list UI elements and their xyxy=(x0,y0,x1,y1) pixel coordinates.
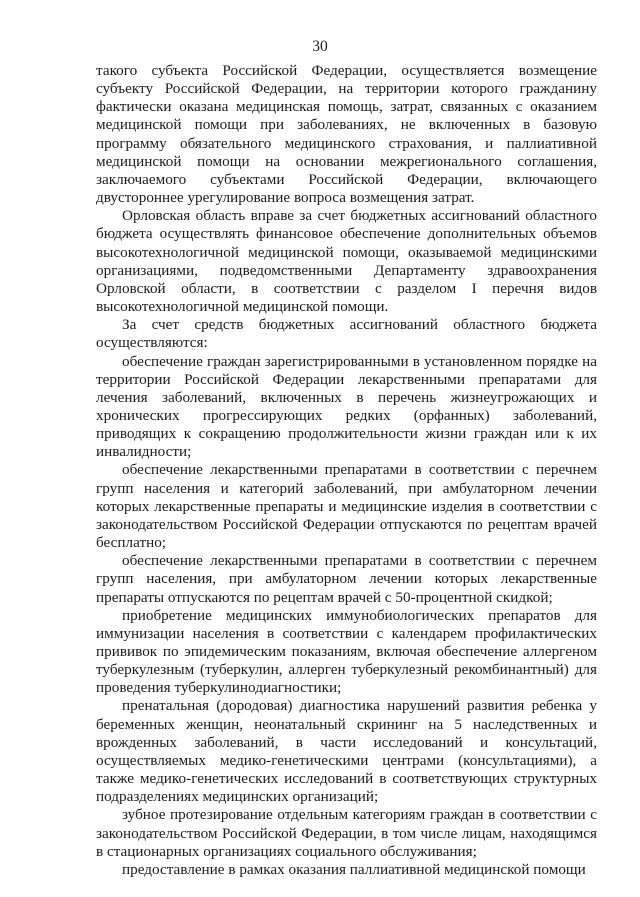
paragraph-continuation: такого субъекта Российской Федерации, осуществляется возмещение субъекту Российской Федерации, на территории которого гражданину фактически оказана медицинская помощь, затрат, связанных с оказанием медицинской помощи при заболеваниях, не включенных в базовую программу обязательного медицинского страхования, и паллиативной медицинской помощи на основании межрегионального соглашения, заключаемого субъектами Российской Федерации, включающего двустороннее урегулирование вопроса возмещения затрат. xyxy=(96,62,597,207)
body-text xyxy=(96,62,597,879)
list-item-prenatal-diagnostics: пренатальная (дородовая) диагностика нарушений развития ребенка у беременных женщин, неонатальный скрининг на 5 наследственных и врожденных заболеваний, в части исследований и консультаций, осуществляемых медико-генетическими центрами (консультациями), а также медико-генетических исследований в соответствующих структурных подразделениях медицинских организаций; xyxy=(96,697,597,806)
list-item-palliative-care: предоставление в рамках оказания паллиативной медицинской помощи xyxy=(122,860,586,878)
paragraph-regional-budget: За счет средств бюджетных ассигнований областного бюджета осуществляются: xyxy=(96,316,597,352)
list-item-immunobiological: приобретение медицинских иммунобиологических препаратов для иммунизации населения в соответствии с календарем профилактических прививок по эпидемическим показаниям, включая обеспечение аллергеном туберкулезным (туберкулин, аллерген туберкулезный рекомбинантный) для проведения туберкулинодиагностики; xyxy=(96,606,597,697)
list-item-discount-prescriptions: обеспечение лекарственными препаратами в соответствии с перечнем групп населения, при амбулаторном лечении которых лекарственные препараты отпускаются по рецептам врачей с 50-процентной скидкой; xyxy=(96,552,597,606)
list-item-dental-prosthetics: зубное протезирование отдельным категориям граждан в соответствии с законодательством Российской Федерации, в том числе лицам, находящимся в стационарных организациях социального обслуживания; xyxy=(96,806,597,860)
paragraph-high-tech-care: Орловская область вправе за счет бюджетных ассигнований областного бюджета осуществлять финансовое обеспечение дополнительных объемов высокотехнологичной медицинской помощи, оказываемой медицинскими организациями, подведомственными Департаменту здравоохранения Орловской области, в соответствии с разделом I перечня видов высокотехнологичной медицинской помощи. xyxy=(96,207,597,316)
page-number: 30 xyxy=(312,38,328,55)
list-item-free-prescriptions: обеспечение лекарственными препаратами в соответствии с перечнем групп населения и категорий заболеваний, при амбулаторном лечении которых лекарственные препараты и медицинские изделия в соответствии с законодательством Российской Федерации отпускаются по рецептам врачей бесплатно; xyxy=(96,461,597,552)
list-item-orphan-drugs: обеспечение граждан зарегистрированными в установленном порядке на территории Российской Федерации лекарственными препаратами для лечения заболеваний, включенных в перечень жизнеугрожающих и хронических прогрессирующих редких (орфанных) заболеваний, приводящих к сокращению продолжительности жизни граждан или к их инвалидности; xyxy=(96,352,597,461)
